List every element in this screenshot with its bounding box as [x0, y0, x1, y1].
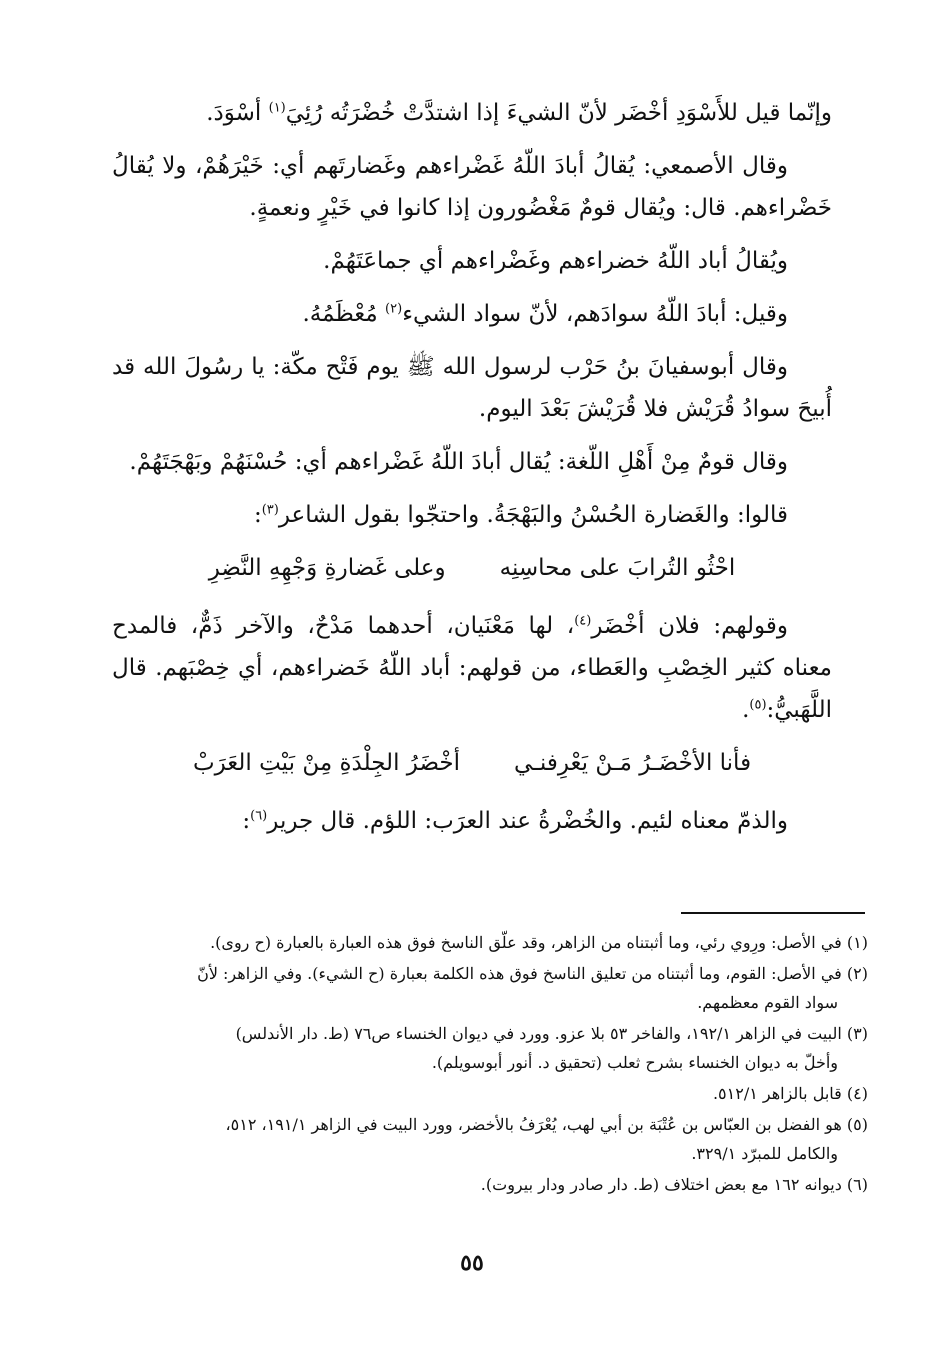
footnote-text: في الأصل: القوم، وما أثبتناه من تعليق الناسخ فوق هذه الكلمة بعبارة (ح الشيء). وفي الزاهر: لأنّ	[197, 964, 842, 983]
paragraph-7	[112, 494, 832, 536]
footnote-text: البيت في الزاهر ١٩٢/١، والفاخر ٥٣ بلا عزو. وورد في ديوان الخنساء ص٧٦ (ط. دار الأندلس)	[235, 1024, 842, 1043]
verse-2-first-hemistich: فأنا الأخْضَـرُ مَـنْ يَعْرِفنـي	[514, 750, 752, 776]
footnote-number: (١)	[846, 933, 868, 952]
footnote-text: قابل بالزاهر ٥١٢/١.	[712, 1084, 842, 1103]
paragraph-1	[112, 92, 832, 134]
paragraph-9-end: :	[242, 808, 251, 834]
footnote-continuation: سواد القوم معظمهم.	[697, 993, 838, 1012]
verse-1-first-hemistich: احْثُو التُرابَ على محاسِنِه	[499, 555, 736, 581]
verse-1-second-hemistich: وعلى غَضارةِ وَجْهِهِ النَّضِرِ	[208, 555, 446, 581]
paragraph-7-end: :	[253, 502, 262, 528]
paragraph-4-end: مُعْظَمُهُ.	[302, 301, 386, 327]
paragraph-2: وقال الأصمعي: يُقالُ أبادَ اللّهُ غَضْراءهم وغَضارتَهم أي: خَيْرَهُمْ، ولا يُقالُ خَضْراءهم. قال: ويُقال قومٌ مَغْضُورون إذا كانوا في خَيْرٍ ونعمةٍ.	[112, 153, 832, 221]
footnote-number: (٦)	[846, 1175, 868, 1194]
footnote-3	[78, 1019, 868, 1077]
verse-2-second-hemistich: أخْضَرُ الجِلْدَةِ مِنْ بَيْتِ العَرَبْ	[192, 750, 461, 776]
footnote-ref-4: (٤)	[574, 613, 592, 629]
paragraph-1-text: وإنّما قيل للأَسْوَدِ أخْضَر لأنّ الشيءَ إذا اشتدَّتْ خُضْرَتُه رُئِيَ	[285, 100, 832, 126]
footnotes	[78, 928, 868, 1201]
paragraph-7-text: قالوا: والغَضارة الحُسْنُ والبَهْجَةُ. واحتجّوا بقول الشاعر	[278, 502, 788, 528]
footnote-5	[78, 1110, 868, 1168]
footnote-ref-1: (١)	[268, 100, 286, 116]
paragraph-9	[112, 800, 832, 842]
paragraph-1-end: أسْوَدَ.	[206, 100, 269, 126]
page-number: ٥٥	[460, 1250, 484, 1276]
paragraph-8	[112, 605, 832, 731]
footnote-number: (٣)	[846, 1024, 868, 1043]
footnote-number: (٥)	[846, 1115, 868, 1134]
footnote-4	[78, 1079, 868, 1108]
paragraph-4-text: وقيل: أبادَ اللّهُ سوادَهم، لأنّ سواد الشيء	[402, 301, 788, 327]
verse-2	[112, 742, 832, 784]
footnote-1	[78, 928, 868, 957]
paragraph-5: وقال أبوسفيانَ بنُ حَرْب لرسول الله ﷺ يوم فَتْح مكّة: يا رسُولَ الله قد أُبيحَ سوادُ قُرَيْش فلا قُرَيْشَ بَعْدَ اليوم.	[112, 354, 832, 422]
paragraph-8-text-start: وقولهم: فلان أخْضَر	[591, 613, 788, 639]
footnote-ref-3: (٣)	[261, 502, 279, 518]
paragraph-8-text-middle: ، لها مَعْنَيان، أحدهما مَدْحٌ، والآخر ذَمٌّ، فالمدح معناه كثير الخِصْبِ والعَطاء، من قولهم: أباد اللّهُ خَضراءهم، أي خِصْبَهم. قال اللَّهَبيُّ:	[112, 613, 832, 723]
footnote-continuation: والكامل للمبرّد ٣٢٩/١.	[691, 1144, 838, 1163]
paragraph-3: ويُقالُ أباد اللّهُ خضراءهم وغَضْراءهم أي جماعَتَهُمْ.	[323, 248, 788, 274]
paragraph-8-end: .	[742, 697, 750, 723]
paragraph-6: وقال قومٌ مِنْ أَهْلِ اللّغة: يُقال أبادَ اللّهُ غَضْراءهم أي: حُسْنَهُمْ وبَهْجَتَهُمْ.	[129, 449, 788, 475]
footnote-ref-6: (٦)	[250, 808, 268, 824]
footnote-continuation: وأخلّ به ديوان الخنساء بشرح ثعلب (تحقيق د. أنور أبوسويلم).	[431, 1053, 838, 1072]
main-text	[112, 92, 832, 853]
footnote-6	[78, 1170, 868, 1199]
paragraph-9-text: والذمّ معناه لئيم. والخُضْرةُ عند العرَب: اللؤم. قال جرير	[267, 808, 788, 834]
footnote-separator	[681, 912, 865, 914]
verse-1	[112, 547, 832, 589]
footnote-text: هو الفضل بن العبّاس بن عُتْبَة بن أبي لهب، يُعْرَفُ بالأخضر، وورد البيت في الزاهر ١٩١/١، ٥١٢،	[225, 1115, 842, 1134]
footnote-ref-2: (٢)	[385, 301, 403, 317]
footnote-number: (٤)	[846, 1084, 868, 1103]
footnote-ref-5: (٥)	[749, 697, 767, 713]
footnote-2	[78, 959, 868, 1017]
footnote-number: (٢)	[846, 964, 868, 983]
paragraph-4	[112, 293, 832, 335]
footnote-text: ديوانه ١٦٢ مع بعض اختلاف (ط. دار صادر ودار بيروت).	[480, 1175, 842, 1194]
footnote-text: في الأصل: ورِوي رئي، وما أثبتناه من الزاهر، وقد علّق الناسخ فوق هذه العبارة بالعبارة (ح روى).	[210, 933, 842, 952]
